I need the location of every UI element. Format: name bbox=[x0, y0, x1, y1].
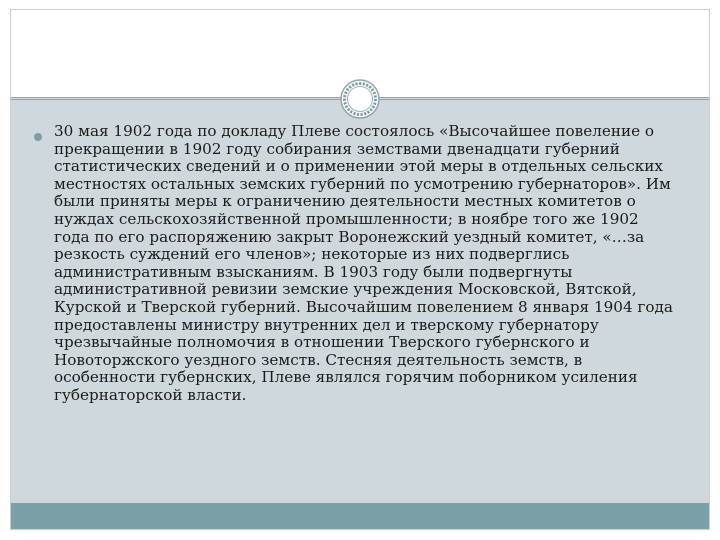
bullet-text: 30 мая 1902 года по докладу Плеве состоялось «Высочайшее повеление о прекращении в 1902 году собирания земствами двенадцати губерний статистических сведений и о применении этой меры в отдельных сельских местностях остальных земских губерний по усмотрению губернаторов». Им были приняты меры к ограничению деятельности местных комитетов о нуждах сельскохозяйственной промышленности; в ноябре того же 1902 года по его распоряжению закрыт Воронежский уездный комитет, «…за резкость суждений его членов»; некоторые из них подверглись административным взысканиям. В 1903 году были подвергнуты административной ревизии земские учреждения Московской, Вятской, Курской и Тверской губерний. Высочайшим повелением 8 января 1904 года предоставлены министру внутренних дел и тверскому губернатору чрезвычайные полномочия в отношении Тверского губернского и Новоторжского уездного земств. Стесняя деятельность земств, в особенности губернских, Плеве являлся горячим поборником усиления губернаторской власти. bbox=[54, 122, 673, 404]
laurel-ring-icon bbox=[340, 79, 380, 119]
footer-bar bbox=[11, 503, 709, 529]
bullet-dot-icon bbox=[34, 133, 42, 141]
